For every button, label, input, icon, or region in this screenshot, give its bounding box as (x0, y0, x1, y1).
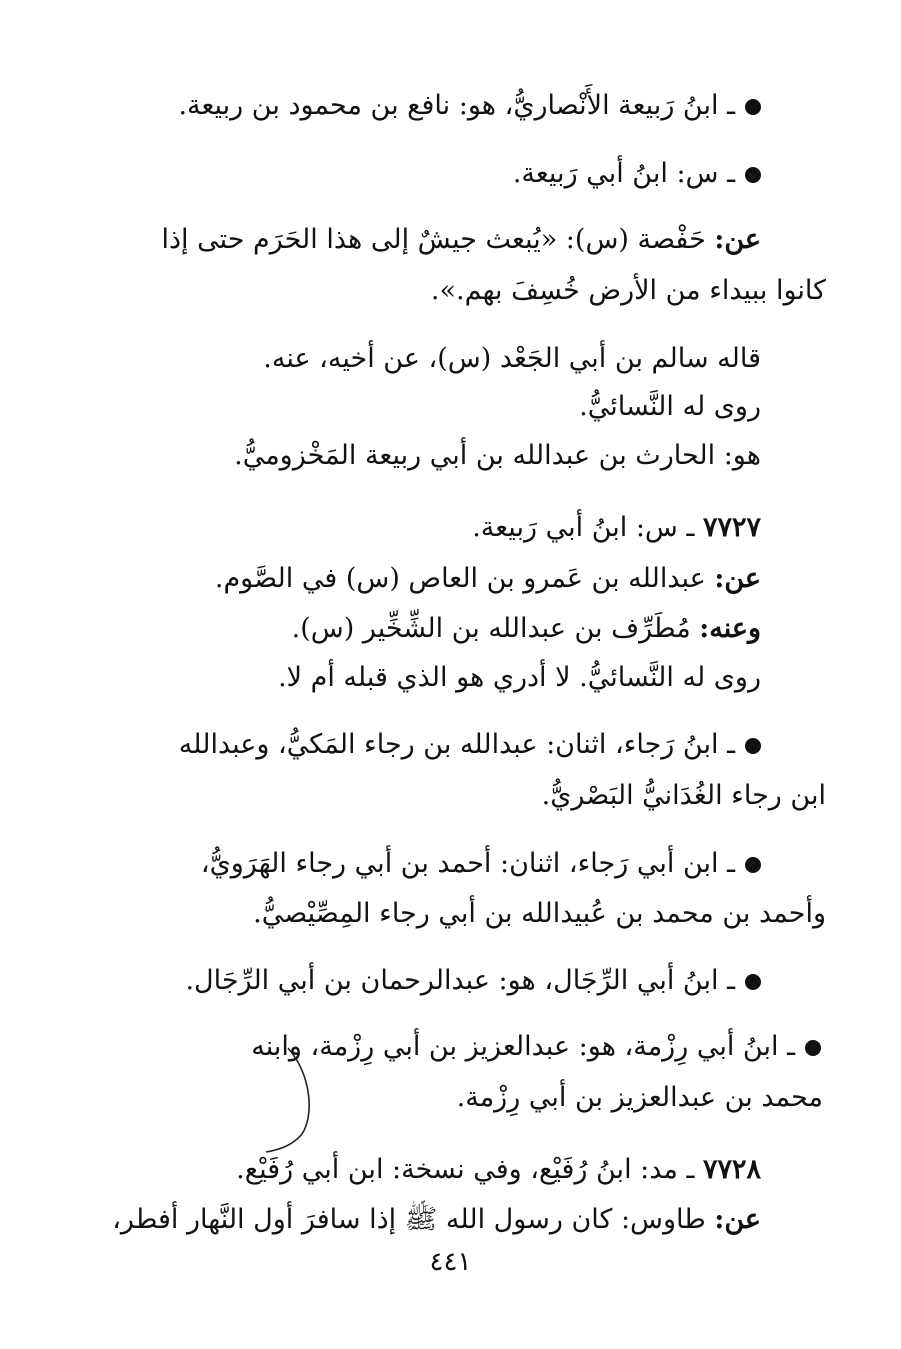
entry-text: ـ ابنُ رَجاء، اثنان: عبدالله بن رجاء المَكيُّ، وعبدالله (178, 729, 735, 760)
entry-ibn-abi-rizma-line1 (251, 1027, 821, 1067)
entry-hafsa-cont (431, 271, 826, 311)
bullet-icon (745, 167, 761, 183)
entry-7727-an (215, 559, 761, 599)
entry-ibn-raja-line2 (542, 776, 826, 816)
entry-text: هو: الحارث بن عبدالله بن أبي ربيعة المَخْزوميُّ. (234, 440, 761, 471)
entry-ibn-abi-raja-line2 (253, 894, 826, 934)
entry-7727-riwaya (278, 658, 761, 698)
entry-harith-line (234, 436, 761, 476)
entry-text: ـ مد: ابنُ رُفَيْع، وفي نسخة: ابن أبي رُفَيْع. (236, 1154, 695, 1185)
entry-text: روى له النَّسائيُّ. (579, 391, 761, 422)
entry-text: ـ س: ابنُ أبي رَبيعة. (472, 512, 695, 543)
entry-ibn-abi-raja-line1 (201, 844, 761, 884)
entry-ibn-abi-rabia-s (513, 154, 761, 194)
entry-text: كانوا ببيداء من الأرض خُسِفَ بهم.». (430, 275, 826, 306)
entry-text: ـ س: ابنُ أبي رَبيعة. (512, 158, 735, 189)
entry-number: ٧٧٢٧ (702, 512, 761, 543)
entry-hafsa-line (161, 220, 761, 260)
entry-text: ـ ابنُ أبي الرِّجَال، هو: عبدالرحمان بن أبي الرِّجَال. (185, 965, 735, 996)
entry-text: ـ ابن أبي رَجاء، اثنان: أحمد بن أبي رجاء الهَرَويُّ، (200, 848, 735, 879)
entry-text: روى له النَّسائيُّ. لا أدري هو الذي قبله أم لا. (278, 662, 761, 693)
anhu-label: وعنه: (699, 613, 761, 644)
entry-text: وأحمد بن محمد بن عُبيدالله بن أبي رجاء المِصِّيْصيُّ. (253, 898, 826, 929)
entry-text: ابن رجاء الغُدَانيُّ البَصْريُّ. (541, 780, 826, 811)
entry-text: طاوس: كان رسول الله ﷺ إذا سافرَ أول النَّهار أفطر، (112, 1204, 706, 1235)
handwritten-mark-icon (262, 1046, 322, 1154)
entry-text: ـ ابنُ رَبيعة الأَنْصاريُّ، هو: نافع بن محمود بن ربيعة. (178, 90, 735, 121)
entry-7727-anhu (292, 609, 761, 649)
an-label: عن: (714, 1204, 761, 1235)
entry-text: قاله سالم بن أبي الجَعْد (س)، عن أخيه، عنه. (263, 343, 761, 374)
entry-riwaya-line (579, 387, 761, 427)
entry-ibn-abi-rijal (185, 961, 761, 1001)
entry-text: ـ ابنُ أبي رِزْمة، هو: عبدالعزيز بن أبي رِزْمة، وابنه (251, 1031, 795, 1062)
an-label: عن: (714, 563, 761, 594)
bullet-icon (805, 1040, 821, 1056)
entry-text: حَفْصة (س): «يُبعث جيشٌ إلى هذا الحَرَم حتى إذا (161, 224, 706, 255)
entry-text: عبدالله بن عَمرو بن العاص (س) في الصَّوم. (214, 563, 706, 594)
bullet-icon (745, 99, 761, 115)
entry-text: محمد بن عبدالعزيز بن أبي رِزْمة. (456, 1082, 823, 1113)
entry-salim-line (263, 339, 761, 379)
entry-7728-an (112, 1200, 761, 1240)
bullet-icon (745, 974, 761, 990)
page-number: ٤٤١ (429, 1247, 472, 1277)
an-label: عن: (714, 224, 761, 255)
entry-7728-heading (236, 1150, 761, 1190)
entry-7727-heading (472, 508, 761, 548)
bullet-icon (745, 857, 761, 873)
entry-number: ٧٧٢٨ (702, 1154, 761, 1185)
entry-text: مُطَرِّف بن عبدالله بن الشِّخِّير (س). (291, 613, 691, 644)
entry-ibn-rabia-ansari (178, 86, 761, 126)
entry-ibn-abi-rizma-line2 (457, 1078, 823, 1118)
bullet-icon (745, 738, 761, 754)
entry-ibn-raja-line1 (179, 725, 761, 765)
